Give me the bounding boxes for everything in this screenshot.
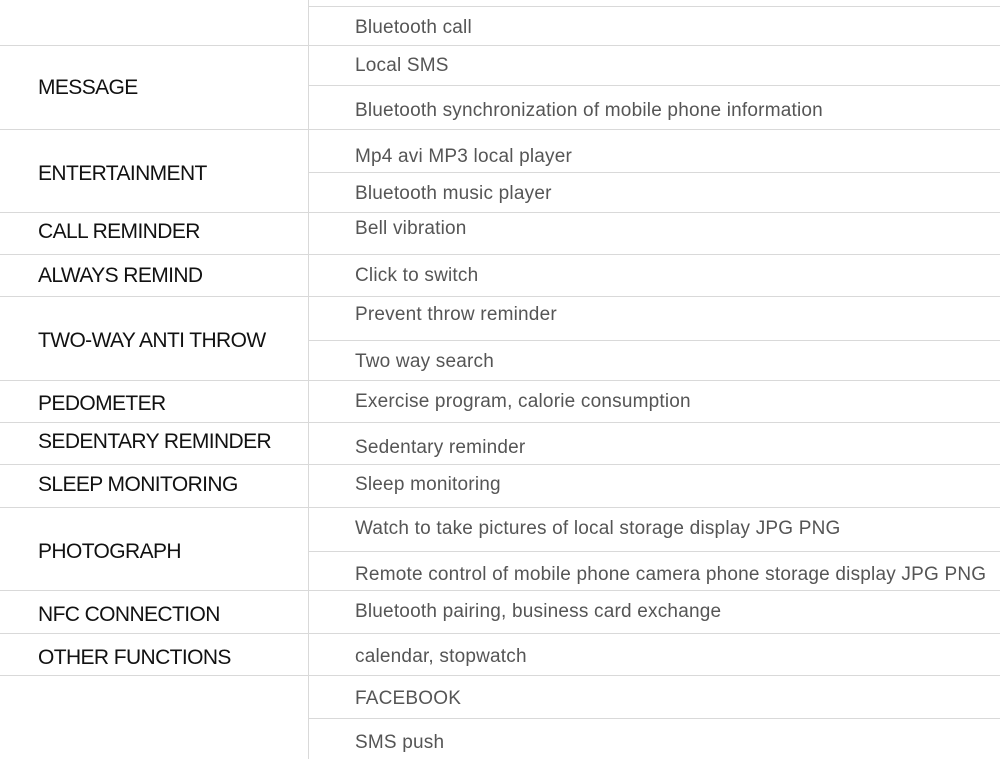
sub-row-divider: [308, 718, 1000, 719]
row-divider: [0, 590, 1000, 591]
row-divider: [0, 464, 1000, 465]
feature-label: TWO-WAY ANTI THROW: [38, 329, 266, 352]
feature-value: Mp4 avi MP3 local player: [355, 146, 573, 167]
feature-value: Bluetooth synchronization of mobile phone information: [355, 100, 823, 121]
sub-row-divider: [308, 551, 1000, 552]
feature-value: Watch to take pictures of local storage display JPG PNG: [355, 518, 841, 539]
feature-value: Click to switch: [355, 265, 479, 286]
feature-value: Bluetooth call: [355, 17, 472, 38]
feature-value: Bell vibration: [355, 218, 467, 239]
feature-label: PHOTOGRAPH: [38, 540, 181, 563]
row-divider: [0, 129, 1000, 130]
feature-label: SEDENTARY REMINDER: [38, 430, 272, 453]
feature-label: MESSAGE: [38, 76, 138, 99]
feature-value: calendar, stopwatch: [355, 646, 527, 667]
feature-value: Two way search: [355, 351, 495, 372]
feature-label: CALL REMINDER: [38, 220, 200, 243]
top-sub-divider: [308, 6, 1000, 7]
row-divider: [0, 45, 1000, 46]
feature-label: ENTERTAINMENT: [38, 162, 207, 185]
row-divider: [0, 254, 1000, 255]
feature-value: Sleep monitoring: [355, 474, 501, 495]
row-divider: [0, 675, 1000, 676]
sub-row-divider: [308, 85, 1000, 86]
feature-value: FACEBOOK: [355, 688, 462, 709]
feature-value: Prevent throw reminder: [355, 304, 557, 325]
sub-row-divider: [308, 340, 1000, 341]
row-divider: [0, 212, 1000, 213]
row-divider: [0, 422, 1000, 423]
row-divider: [0, 296, 1000, 297]
row-divider: [0, 380, 1000, 381]
sub-row-divider: [308, 172, 1000, 173]
feature-label: OTHER FUNCTIONS: [38, 646, 231, 669]
feature-value: Bluetooth music player: [355, 183, 552, 204]
feature-value: SMS push: [355, 732, 445, 753]
row-divider: [0, 633, 1000, 634]
row-divider: [0, 507, 1000, 508]
feature-value: Local SMS: [355, 55, 449, 76]
feature-value: Exercise program, calorie consumption: [355, 391, 691, 412]
feature-label: PEDOMETER: [38, 392, 166, 415]
feature-value: Bluetooth pairing, business card exchange: [355, 601, 722, 622]
feature-value: Remote control of mobile phone camera phone storage display JPG PNG: [355, 564, 987, 585]
feature-value: Sedentary reminder: [355, 437, 526, 458]
feature-label: SLEEP MONITORING: [38, 473, 238, 496]
feature-label: NFC CONNECTION: [38, 603, 220, 626]
feature-label: ALWAYS REMIND: [38, 264, 203, 287]
